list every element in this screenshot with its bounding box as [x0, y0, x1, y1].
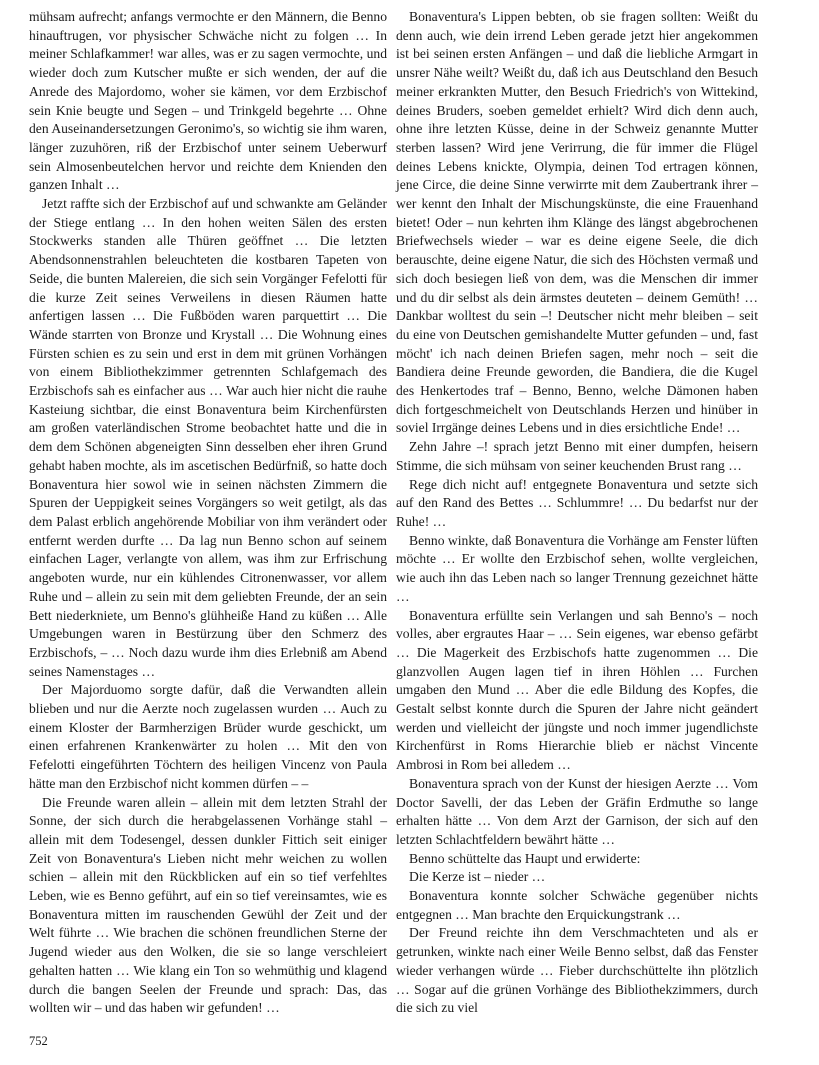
paragraph: Jetzt raffte sich der Erzbischof auf und schwankte am Geländer der Stiege entlang … In den hohen weiten Sälen des ersten Stockwerks standen alle Thüren geöffnet … Die letzten Abendsonnenstrahlen beleuchteten die kostbaren Tapeten von Seide, die bunten Malereien, die sich sein Vorgänger Fefelotti für die kurze Zeit seines Verweilens in diesen Räumen hatte anfertigen lassen … Die Fußböden waren parquettirt … Die Wände starrten von Bronze und Krystall … Die Wohnung eines Fürsten schien es zu sein und erst in dem mit grünen Vorhängen von einem Bibliothekzimmer getrennten Schlafgemach des Erzbischofs sah es einfacher aus … War auch hier nicht die rauhe Kasteiung sichtbar, die einst Bonaventura beim Kirchenfürsten am großen vaterländischen Strome beobachtet hatte und die in dem dem Schönen abgeneigten Sinn desselben eher ihren Grund gehabt haben mochte, als im ascetischen Bedürfniß, so hatte doch Bonaventura hier sowol wie in seinen nächsten Zimmern die Spuren der Ueppigkeit seines Vorgängers so weit getilgt, als das dem Palast erblich angehörende Mobiliar von ihm verändert oder entfernt werden durfte … Da lag nun Benno schon auf seinem einfachen Lager, verlangte von allem, was ihm zur Erfrischung angeboten wurde, nur ein kühlendes Citronenwasser, vor allem Ruhe und – allein zu sein mit dem geliebten Freunde, der an sein Bett niederkniete, um Benno's glühheiße Hand zu küßen … Alle Umgebungen waren in Bestürzung über den Schmerz des Erzbischofs, – … Noch dazu wurde ihm dies Erlebniß am Abend seines Namenstages … — [29, 196, 387, 679]
paragraph: Benno winkte, daß Bonaventura die Vorhänge am Fenster lüften möchte … Er wollte den Erzbischof sehen, wollte vergleichen, wie auch ihn das Leben nach so langer Trennung gezeichnet hätte … — [396, 532, 758, 604]
paragraph: Der Majorduomo sorgte dafür, daß die Verwandten allein blieben und nur die Aerzte noch zugelassen wurden … Auch zu einem Kloster der Barmherzigen Brüder wurde geschickt, um einen erfahrenen Krankenwärter zu holen … Mit den von Fefelotti eingeführten Töchtern des heiligen Vincenz von Paula hätte man den Erzbischof nicht kommen dürfen – – — [29, 682, 387, 791]
paragraph: Der Freund reichte ihn dem Verschmachteten und als er getrunken, winkte nach einer Weile Benno selbst, daß das Fenster wieder verhangen würde … Fieber durchschüttelte ihn plötzlich … Sogar auf die grünen Vorhänge des Bibliothekzimmers, durch die sich zu viel — [396, 925, 758, 1016]
right-column — [396, 8, 758, 1018]
paragraph: Zehn Jahre –! sprach jetzt Benno mit einer dumpfen, heisern Stimme, die sich mühsam von seiner keuchenden Brust rang … — [396, 439, 758, 473]
paragraph: Bonaventura's Lippen bebten, ob sie fragen sollten: Weißt du denn auch, wie dein irrend Leben gerade jetzt hier angekommen ist bei seinen ersten Anfängen – und daß die liebliche Armgart in unsrer Nähe weilt? Weißt du, daß ich aus Deutschland den Besuch meiner erkrankten Mutter, den Besuch Friedrich's von Wittekind, deines Bruders, soeben gemeldet erhielt? Wird dich denn auch, ohne ihre letzten Küsse, deine in der Schweiz genannte Mutter sterben lassen? Wird jene Verirrung, die für immer die Flügel deines Lebens knickte, Olympia, deinen Tod ertragen können, jene Circe, die deine Sinne verwirrte mit dem Zaubertrank ihrer – wer kennt den Inhalt der Mischungskünste, die eine Frauenhand bietet! Oder – nun kehrten ihm Klänge des längst abgebrochenen Briefwechsels wieder – war es deine eigene Seele, die dich berauschte, deine eigene Natur, die sich des Höchsten vermaß und sich doch besiegen ließ von dem, was die Menschen dir immer und du dir selbst als dein ärmstes deuteten – deinem Gemüth! … Dankbar wolltest du sein –! Deutscher nicht mehr bleiben – seit du eine von Deutschen gemishandelte Mutter gefunden – und, fast möcht' ich nach deinen Briefen sagen, mehr noch – seit die Bandiera deine Freunde geworden, die Bandiera, die die Kugel des Henkertodes traf – Benno, Benno, welche Dämonen haben dich fortgeschmeichelt von Deutschlands Herzen und hinüber in soviel Irrgänge deines Lebens und in dies ersichtliche Ende! … — [396, 9, 758, 436]
left-column — [29, 8, 387, 1018]
paragraph: Benno schüttelte das Haupt und erwiderte: — [409, 850, 641, 866]
paragraph: Bonaventura sprach von der Kunst der hiesigen Aerzte … Vom Doctor Savelli, der das Leben der Gräfin Erdmuthe so lange erhalten hätte … Von dem Arzt der Garnison, der sich auf den letzten Schlachtfeldern bewährt hätte … — [396, 775, 758, 847]
page-number: 752 — [29, 1034, 48, 1048]
paragraph: Rege dich nicht auf! entgegnete Bonaventura und setzte sich auf den Rand des Bettes … Schlummre! … Du bedarfst nur der Ruhe! … — [396, 476, 758, 529]
paragraph: Bonaventura konnte solcher Schwäche gegenüber nichts entgegnen … Man brachte den Erquickungstrank … — [396, 888, 758, 922]
paragraph: mühsam aufrecht; anfangs vermochte er den Männern, die Benno hinauftrugen, vor physischer Schwäche nicht zu folgen … In meiner Schlafkammer! war alles, was er zu sagen vermochte, und wieder doch zum Kutscher mußte er sich wenden, der auf die Anrede des Majordomo, woher sie kämen, vor dem Erzbischof sein Knie beugte und Segen – und Trinkgeld begehrte … Ohne den Auseinandersetzungen Geronimo's, so wichtig sie ihm waren, länger zuzuhören, riß der Erzbischof unter seinem Ueberwurf sein Almosenbeutelchen hervor und reichte dem Knienden den ganzen Inhalt … — [29, 9, 387, 193]
paragraph: Die Freunde waren allein – allein mit dem letzten Strahl der Sonne, der sich durch die herabgelassenen Vorhänge stahl – allein mit dem Todesengel, dessen dunkler Fittich seit einiger Zeit von Bonaventura's Lieben nicht mehr weichen zu wollen schien – allein mit den Rückblicken auf ein so tief verfehltes Leben, wie es Benno geführt, auf ein so tief vereinsamtes, wie es Bonaventura mitten im rauschenden Gewühl der Zeit und der Welt führte … Wie brachen die schönen freundlichen Sterne der Jugend wieder aus den Wolken, die sie so lange verschleiert gehalten hatten … Wie klang ein Ton so wehmüthig und klagend durch die bangen Seelen der Freunde und sprach: Das, das wollten wir – und das haben wir gefunden! … — [29, 794, 387, 1016]
paragraph: Die Kerze ist – nieder … — [409, 869, 546, 885]
paragraph: Bonaventura erfüllte sein Verlangen und sah Benno's – noch volles, aber ergrautes Haar – … Sein eigenes, war ebenso gefärbt … Die Magerkeit des Erzbischofs hatte zugenommen … Die glanzvollen Augen lagen tief in ihren Höhlen … Furchen umgaben den Mund … Aber die edle Bildung des Kopfes, die Gestalt selbst konnte durch die Spuren der Jahre nicht geändert werden und vielleicht der jüngste und noch immer jugendlichste Kirchenfürst in Roms Hierarchie blieb er nächst Vincente Ambrosi in Rom bei alledem … — [396, 607, 758, 773]
